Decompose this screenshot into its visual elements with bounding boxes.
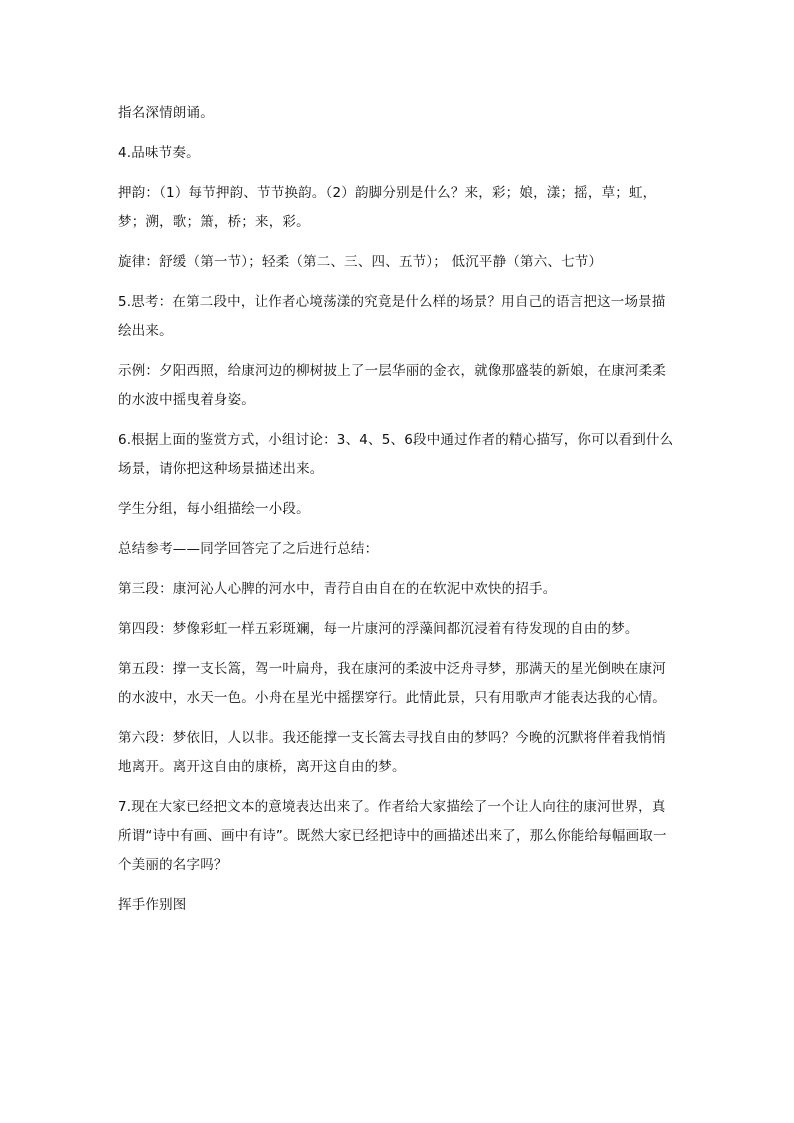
paragraph-section-3: 第三段：康河沁人心脾的河水中，青荇自由自在的在软泥中欢快的招手。 (118, 581, 557, 597)
paragraph-section-6: 第六段：梦依旧，人以非。我还能撑一支长篙去寻找自由的梦吗？今晚的沉默将伴着我悄悄地离开。离开这自由的康桥，离开这自由的梦。 (118, 730, 666, 775)
document-body (118, 99, 678, 931)
paragraph-question-7: 7.现在大家已经把文本的意境表达出来了。作者给大家描绘了一个让人向往的康河世界，真所谓“诗中有画、画中有诗”。既然大家已经把诗中的画描述出来了，那么你能给每幅画取一个美丽的名字吗？ (118, 799, 667, 873)
paragraph-example: 示例：夕阳西照，给康河边的柳树披上了一层华丽的金衣，就像那盛装的新娘，在康河柔柔的水波中摇曳着身姿。 (118, 363, 666, 408)
paragraph-recitation: 指名深情朗诵。 (118, 105, 214, 121)
paragraph-rhythm-heading: 4.品味节奏。 (118, 145, 200, 161)
paragraph-picture-title: 挥手作别图 (118, 897, 187, 913)
paragraph-question-6: 6.根据上面的鉴赏方式，小组讨论：3、4、5、6段中通过作者的精心描写，你可以看到什么场景，请你把这种场景描述出来。 (118, 432, 674, 477)
paragraph-group-work: 学生分组，每小组描绘一小段。 (118, 501, 310, 517)
paragraph-rhyme: 押韵：（1）每节押韵、节节换韵。（2）韵脚分别是什么？来，彩；娘，漾；摇，草；虹，梦；溯，歌；箫，桥；来，彩。 (118, 185, 657, 230)
paragraph-section-5: 第五段：撑一支长篙，驾一叶扁舟，我在康河的柔波中泛舟寻梦，那满天的星光倒映在康河的水波中，水天一色。小舟在星光中摇摆穿行。此情此景，只有用歌声才能表达我的心情。 (118, 661, 666, 706)
paragraph-melody: 旋律：舒缓（第一节）；轻柔（第二、三、四、五节）； 低沉平静（第六、七节） (118, 254, 603, 270)
paragraph-section-4: 第四段：梦像彩虹一样五彩斑斓，每一片康河的浮藻间都沉浸着有待发现的自由的梦。 (118, 621, 639, 637)
paragraph-summary-intro: 总结参考——同学回答完了之后进行总结： (118, 541, 379, 557)
paragraph-question-5: 5.思考：在第二段中，让作者心境荡漾的究竟是什么样的场景？用自己的语言把这一场景描绘出来。 (118, 294, 666, 339)
